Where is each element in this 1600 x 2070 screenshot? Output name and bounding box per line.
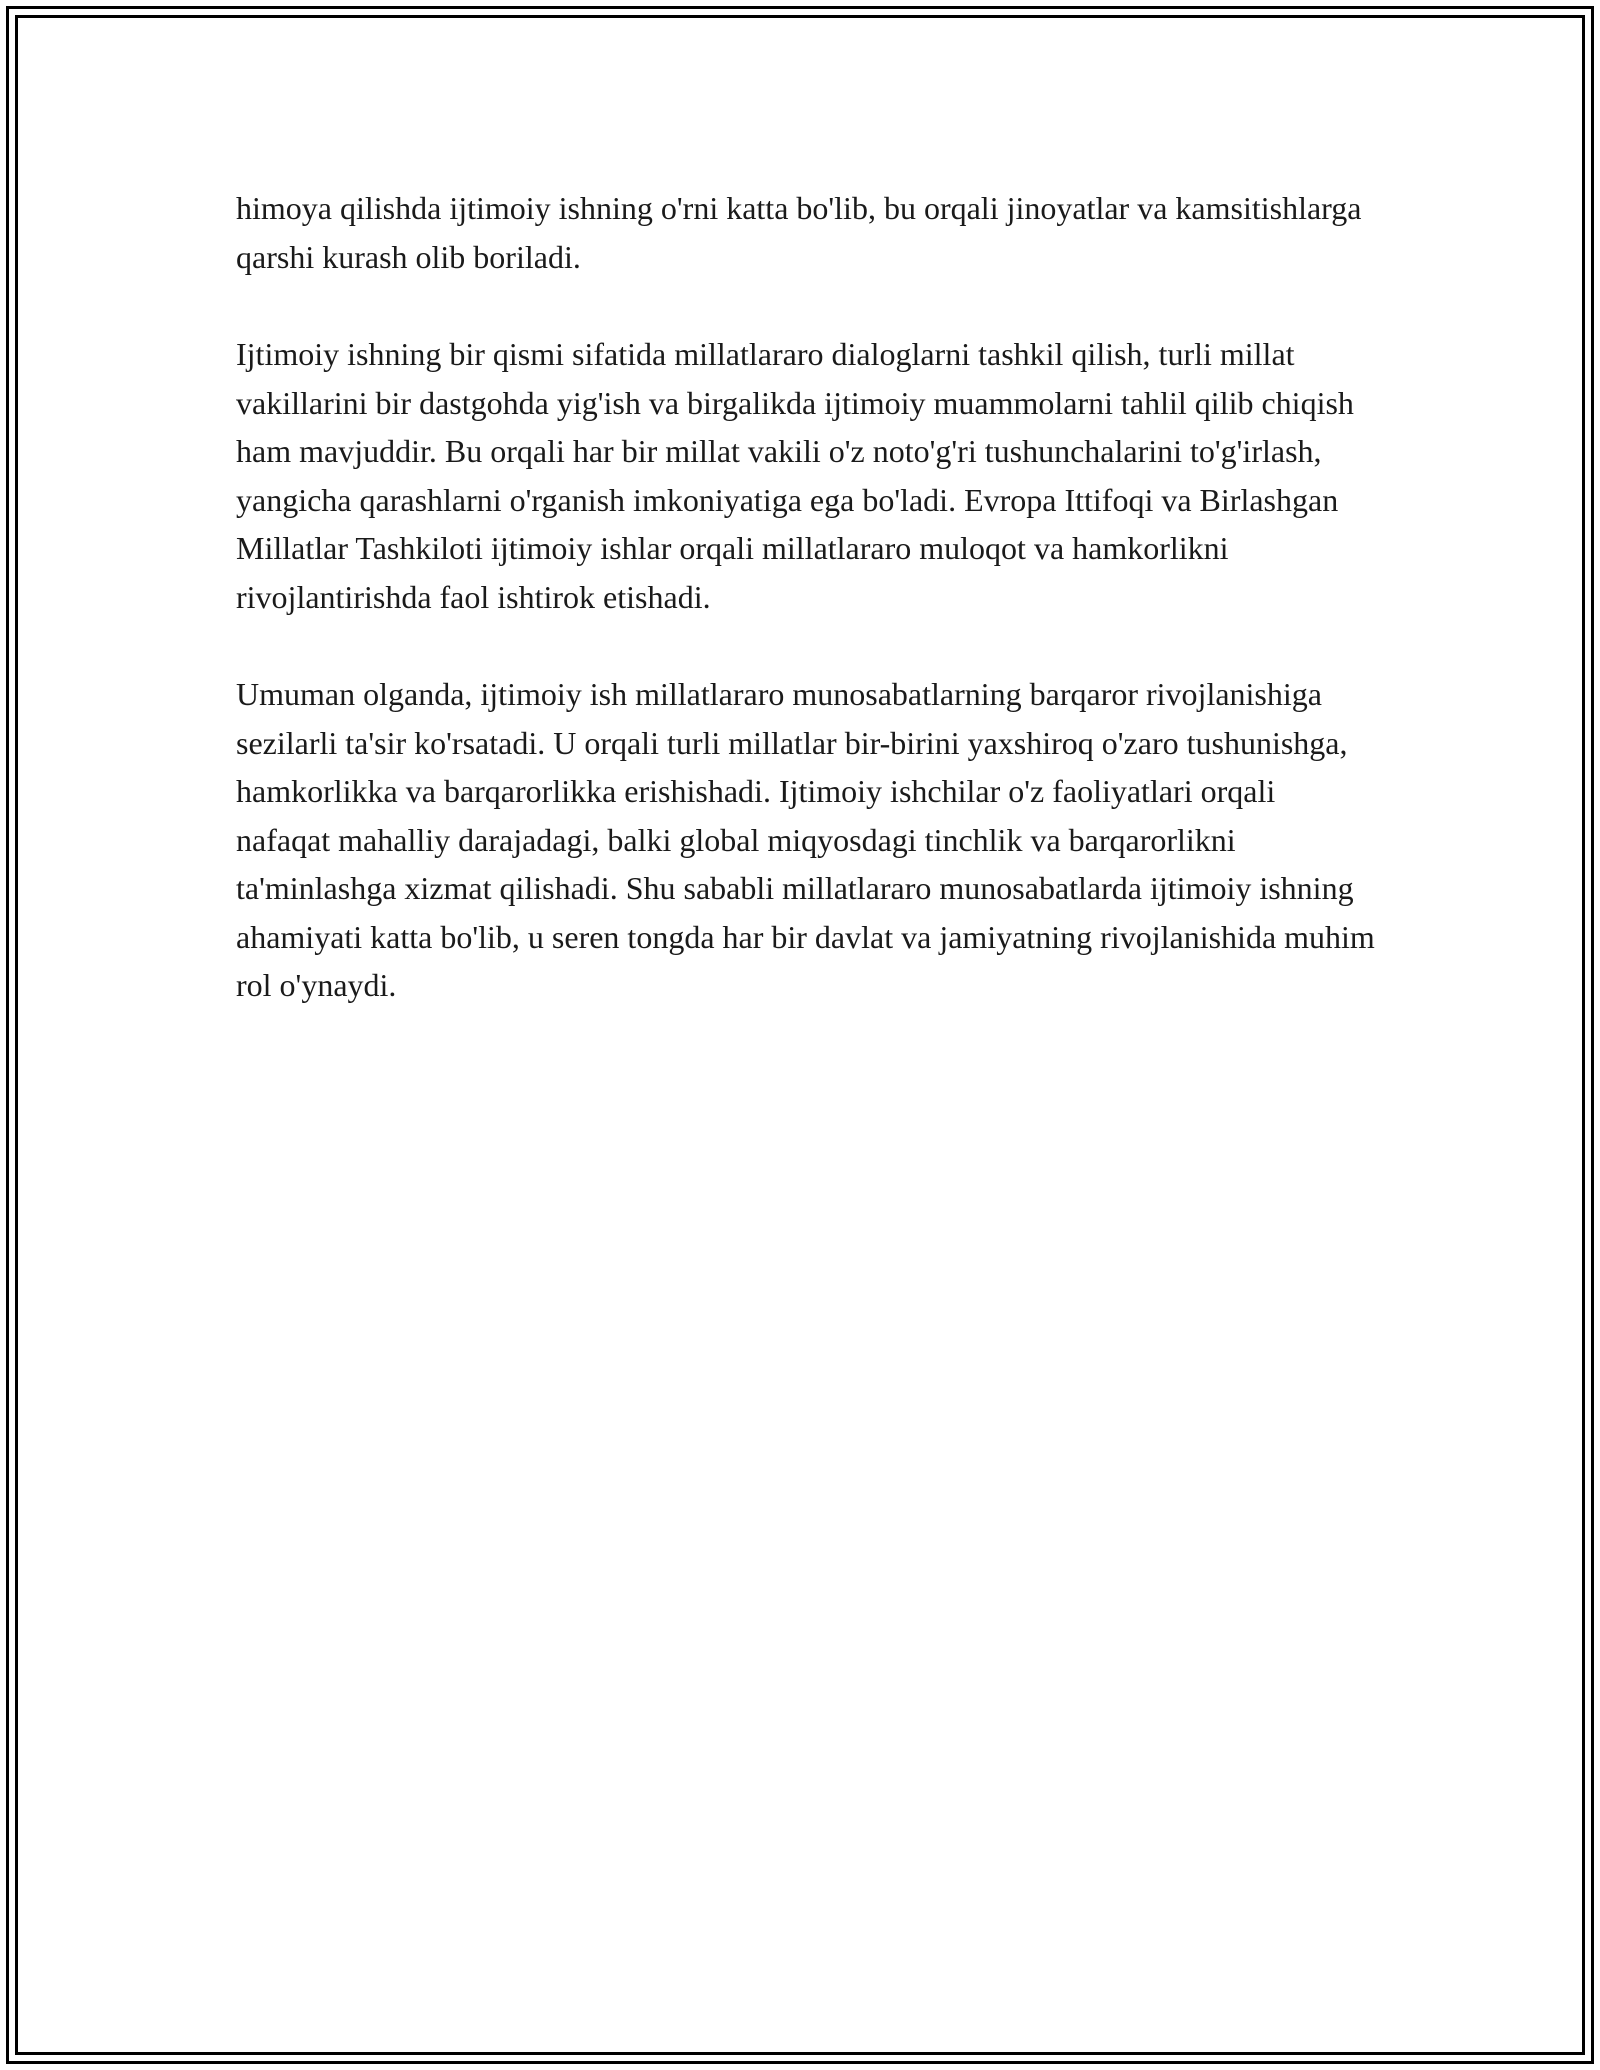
paragraph-2: Ijtimoiy ishning bir qismi sifatida millatlararo dialoglarni tashkil qilish, turli millat vakillarini bir dastgohda yig'ish va birgalikda ijtimoiy muammolarni tahlil qilib chiqish ham mavjuddir. Bu orqali har bir millat vakili o'z noto'g'ri tushunchalarini to'g'irlash, yangicha qarashlarni o'rganish imkoniyatiga ega bo'ladi. Evropa Ittifoqi va Birlashgan Millatlar Tashkiloti ijtimoiy ishlar orqali millatlararo muloqot va hamkorlikni rivojlantirishda faol ishtirok etishadi. — [236, 336, 1354, 615]
paragraph-3: Umuman olganda, ijtimoiy ish millatlararo munosabatlarning barqaror rivojlanishiga sezilarli ta'sir ko'rsatadi. U orqali turli millatlar bir-birini yaxshiroq o'zaro tushunishga, hamkorlikka va barqarorlikka erishishadi. Ijtimoiy ishchilar o'z faoliyatlari orqali nafaqat mahalliy darajadagi, balki global miqyosdagi tinchlik va barqarorlikni ta'minlashga xizmat qilishadi. Shu sababli millatlararo munosabatlarda ijtimoiy ishning ahamiyati katta bo'lib, u seren tongda har bir davlat va jamiyatning rivojlanishida muhim rol o'ynaydi. — [236, 676, 1375, 1003]
document-body — [236, 184, 1376, 1059]
paragraph-1: himoya qilishda ijtimoiy ishning o'rni katta bo'lib, bu orqali jinoyatlar va kamsitishlarga qarshi kurash olib boriladi. — [236, 190, 1362, 275]
